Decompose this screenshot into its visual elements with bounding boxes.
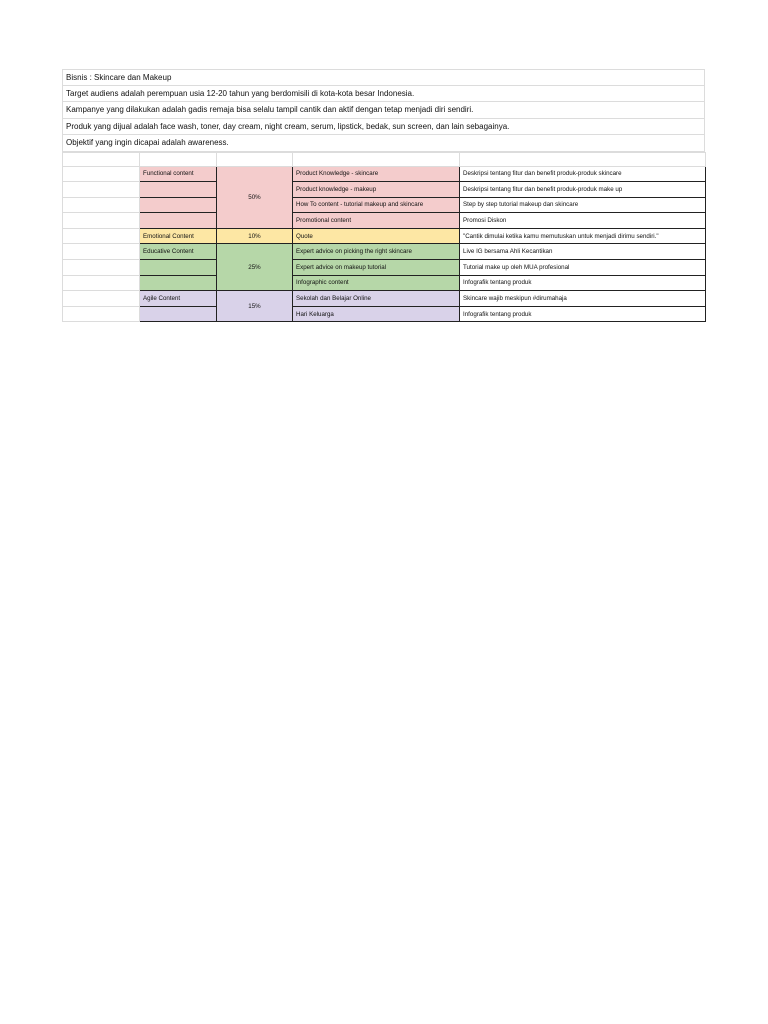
category-cell[interactable]: Functional content xyxy=(140,166,217,182)
info-row-business[interactable]: Bisnis : Skincare dan Makeup xyxy=(62,69,705,86)
empty-cell[interactable] xyxy=(63,228,140,244)
category-cell[interactable] xyxy=(140,306,217,322)
topic-cell[interactable]: Expert advice on makeup tutorial xyxy=(293,260,460,276)
category-cell[interactable] xyxy=(140,182,217,198)
table-row xyxy=(63,182,706,198)
category-cell[interactable]: Agile Content xyxy=(140,291,217,307)
category-cell[interactable] xyxy=(140,275,217,291)
table-row xyxy=(63,291,706,307)
empty-cell[interactable] xyxy=(63,197,140,213)
info-row-campaign[interactable]: Kampanye yang dilakukan adalah gadis remaja bisa selalu tampil cantik dan aktif dengan tetap menjadi diri sendiri. xyxy=(62,102,705,119)
description-cell[interactable]: Step by step tutorial makeup dan skincare xyxy=(460,197,706,213)
empty-cell[interactable] xyxy=(63,260,140,276)
table-row xyxy=(63,275,706,291)
category-cell[interactable] xyxy=(140,213,217,229)
description-cell[interactable]: Infografik tentang produk xyxy=(460,306,706,322)
empty-cell[interactable] xyxy=(140,152,217,166)
content-pillar-table xyxy=(62,152,706,323)
category-cell[interactable]: Emotional Content xyxy=(140,228,217,244)
table-row xyxy=(63,228,706,244)
percentage-cell[interactable]: 50% xyxy=(217,166,293,228)
empty-cell[interactable] xyxy=(63,182,140,198)
category-cell[interactable]: Educative Content xyxy=(140,244,217,260)
topic-cell[interactable]: Hari Keluarga xyxy=(293,306,460,322)
topic-cell[interactable]: Product knowledge - makeup xyxy=(293,182,460,198)
table-row xyxy=(63,244,706,260)
topic-cell[interactable]: Promotional content xyxy=(293,213,460,229)
empty-cell[interactable] xyxy=(217,152,293,166)
empty-cell[interactable] xyxy=(63,213,140,229)
table-row xyxy=(63,306,706,322)
topic-cell[interactable]: How To content - tutorial makeup and skincare xyxy=(293,197,460,213)
description-cell[interactable]: Skincare wajib meskipun #dirumahaja xyxy=(460,291,706,307)
info-block xyxy=(62,69,705,152)
info-row-objective[interactable]: Objektif yang ingin dicapai adalah awareness. xyxy=(62,135,705,152)
description-cell[interactable]: Tutorial make up oleh MUA profesional xyxy=(460,260,706,276)
empty-cell[interactable] xyxy=(63,275,140,291)
empty-cell[interactable] xyxy=(63,244,140,260)
percentage-cell[interactable]: 10% xyxy=(217,228,293,244)
description-cell[interactable]: Infografik tentang produk xyxy=(460,275,706,291)
spreadsheet xyxy=(62,69,705,322)
topic-cell[interactable]: Sekolah dan Belajar Online xyxy=(293,291,460,307)
empty-cell[interactable] xyxy=(63,166,140,182)
empty-cell[interactable] xyxy=(63,291,140,307)
percentage-cell[interactable]: 15% xyxy=(217,291,293,322)
topic-cell[interactable]: Expert advice on picking the right skincare xyxy=(293,244,460,260)
spacer-row xyxy=(63,152,706,166)
category-cell[interactable] xyxy=(140,197,217,213)
description-cell[interactable]: "Cantik dimulai ketika kamu memutuskan untuk menjadi dirimu sendiri." xyxy=(460,228,706,244)
topic-cell[interactable]: Product Knowledge - skincare xyxy=(293,166,460,182)
description-cell[interactable]: Deskripsi tentang fitur dan benefit produk-produk skincare xyxy=(460,166,706,182)
topic-cell[interactable]: Infographic content xyxy=(293,275,460,291)
description-cell[interactable]: Live IG bersama Ahli Kecantikan xyxy=(460,244,706,260)
table-row xyxy=(63,166,706,182)
table-row xyxy=(63,260,706,276)
table-row xyxy=(63,213,706,229)
category-cell[interactable] xyxy=(140,260,217,276)
empty-cell[interactable] xyxy=(460,152,706,166)
topic-cell[interactable]: Quote xyxy=(293,228,460,244)
description-cell[interactable]: Deskripsi tentang fitur dan benefit produk-produk make up xyxy=(460,182,706,198)
table-row xyxy=(63,197,706,213)
empty-cell[interactable] xyxy=(63,152,140,166)
info-row-products[interactable]: Produk yang dijual adalah face wash, toner, day cream, night cream, serum, lipstick, bedak, sun screen, dan lain sebagainya. xyxy=(62,119,705,136)
empty-cell[interactable] xyxy=(293,152,460,166)
description-cell[interactable]: Promosi Diskon xyxy=(460,213,706,229)
empty-cell[interactable] xyxy=(63,306,140,322)
percentage-cell[interactable]: 25% xyxy=(217,244,293,291)
info-row-target-audience[interactable]: Target audiens adalah perempuan usia 12-20 tahun yang berdomisili di kota-kota besar Indonesia. xyxy=(62,86,705,103)
